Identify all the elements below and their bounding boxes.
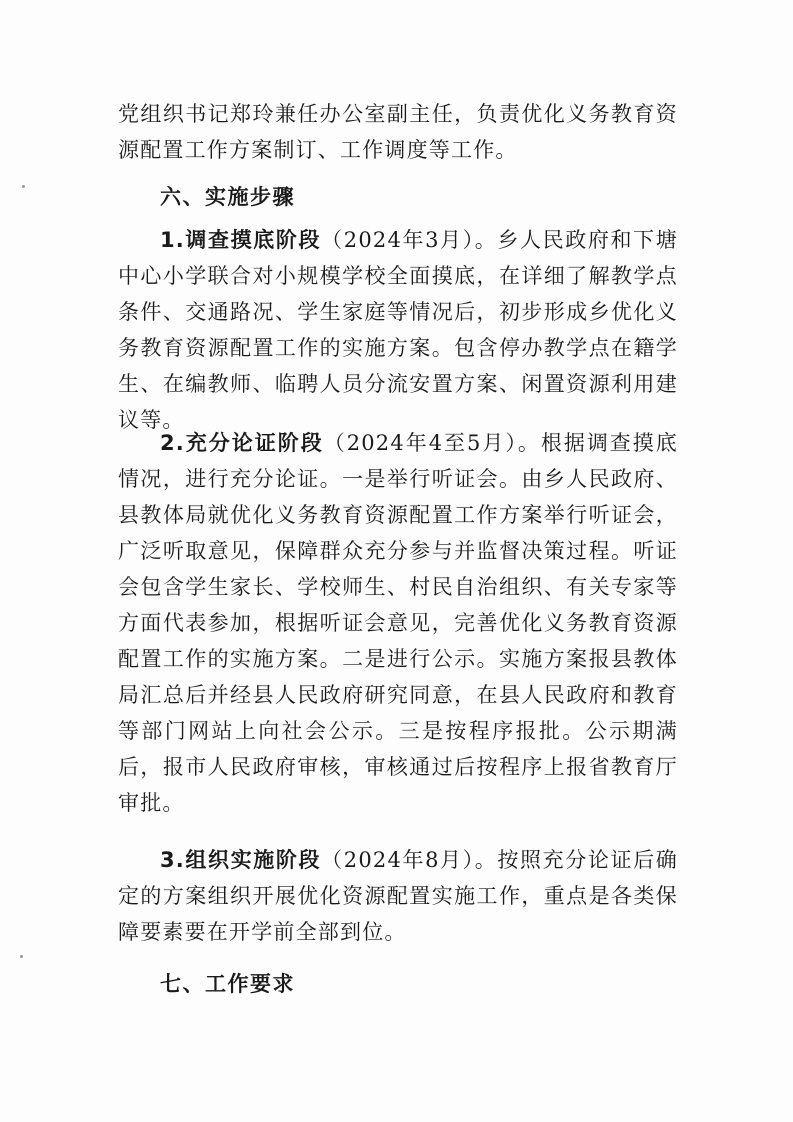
step1-paragraph <box>118 222 678 438</box>
step1-title: 1.调查摸底阶段 <box>160 228 322 252</box>
section-seven-heading: 七、工作要求 <box>160 972 295 996</box>
step2-date: （2024年4至5月） <box>323 431 518 455</box>
scan-speck <box>20 955 23 958</box>
step1-body: 。乡人民政府和下塘中心小学联合对小规模学校全面摸底，在详细了解教学点条件、交通路况、学生家庭等情况后，初步形成乡优化义务教育资源配置工作的实施方案。包含停办教学点在籍学生、在编教师、临聘人员分流安置方案、闲置资源利用建议等。 <box>118 228 678 432</box>
intro-paragraph <box>118 96 678 168</box>
step2-title: 2.充分论证阶段 <box>160 431 324 455</box>
step3-title: 3.组织实施阶段 <box>160 848 322 872</box>
section-six-heading: 六、实施步骤 <box>160 185 295 209</box>
step2-body: 。根据调查摸底情况，进行充分论证。一是举行听证会。由乡人民政府、县教体局就优化义务教育资源配置工作方案举行听证会，广泛听取意见，保障群众充分参与并监督决策过程。听证会包含学生家长、学校师生、村民自治组织、有关专家等方面代表参加，根据听证会意见，完善优化义务教育资源配置工作的实施方案。二是进行公示。实施方案报县教体局汇总后并经县人民政府研究同意，在县人民政府和教育等部门网站上向社会公示。三是按程序报批。公示期满后，报市人民政府审核，审核通过后按程序上报省教育厅审批。 <box>118 431 678 815</box>
intro-text: 党组织书记郑玲兼任办公室副主任，负责优化义务教育资源配置工作方案制订、工作调度等工作。 <box>118 102 678 162</box>
step3-date: （2024年8月） <box>321 848 475 872</box>
step3-paragraph <box>118 842 678 950</box>
step2-paragraph <box>118 425 678 821</box>
step3-body: 。按照充分论证后确定的方案组织开展优化资源配置实施工作，重点是各类保障要素要在开学前全部到位。 <box>118 848 678 944</box>
step1-date: （2024年3月） <box>321 228 475 252</box>
scan-speck <box>22 185 25 188</box>
